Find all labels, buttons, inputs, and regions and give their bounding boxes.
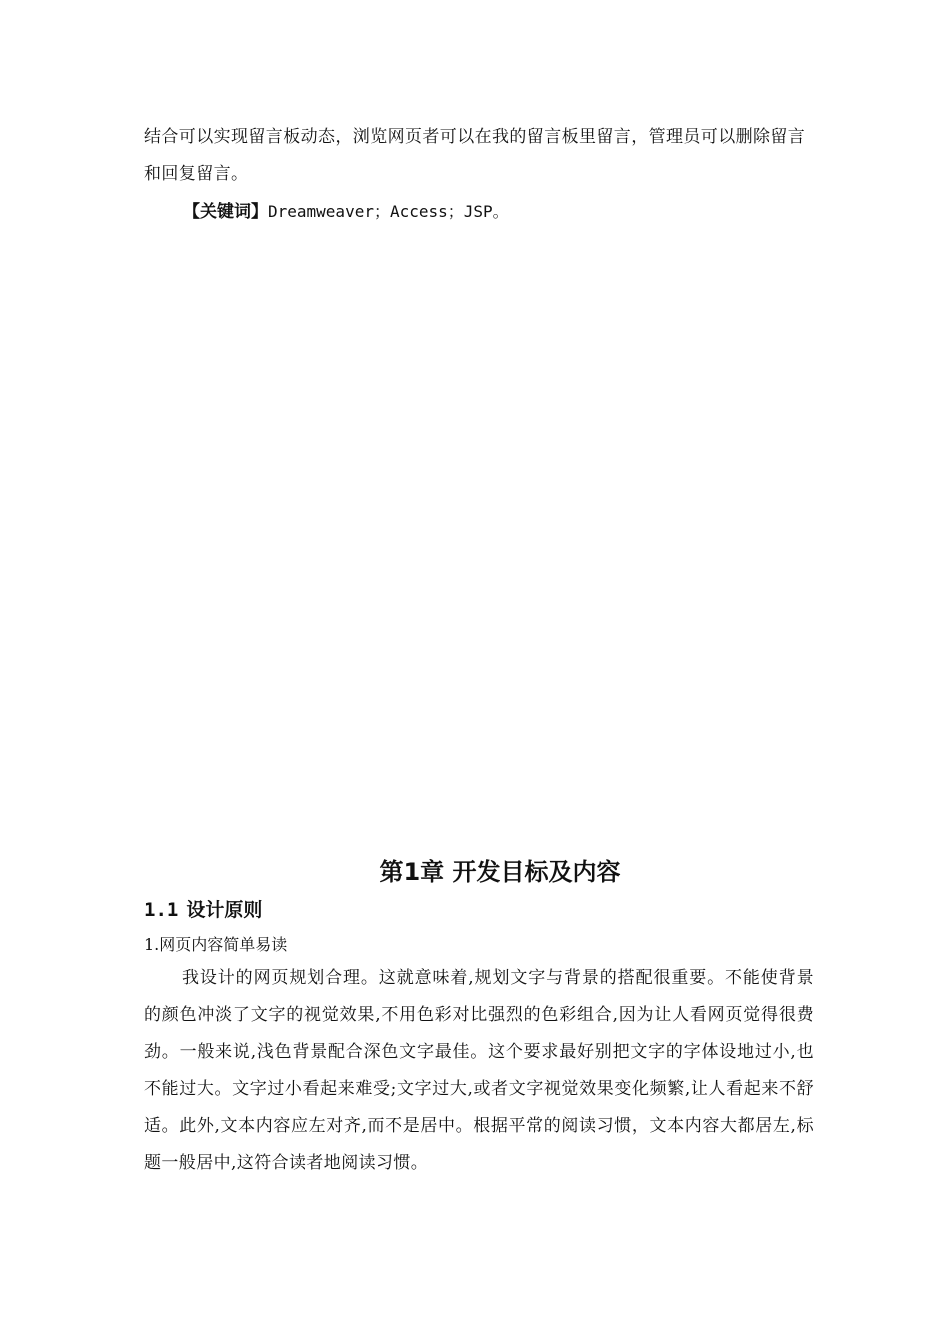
section-title-text: 设计原则	[186, 899, 263, 921]
section-heading	[144, 893, 262, 927]
keywords-label: 【关键词】	[183, 202, 268, 222]
keywords-text: Dreamweaver；Access；JSP。	[268, 202, 509, 221]
chapter-title: 第1章 开发目标及内容	[379, 858, 621, 886]
abstract-continuation-paragraph: 结合可以实现留言板动态，浏览网页者可以在我的留言板里留言，管理员可以删除留言和回复留言。	[144, 127, 806, 184]
section-number: 1.1	[144, 899, 179, 921]
keywords-line	[183, 193, 509, 231]
body-paragraph: 我设计的网页规划合理。这就意味着,规划文字与背景的搭配很重要。不能使背景的颜色冲淡了文字的视觉效果,不用色彩对比强烈的色彩组合,因为让人看网页觉得很费劲。一般来说,浅色背景配合深色文字最佳。这个要求最好别把文字的字体设地过小,也不能过大。文字过小看起来难受;文字过大,或者文字视觉效果变化频繁,让人看起来不舒适。此外,文本内容应左对齐,而不是居中。根据平常的阅读习惯，文本内容大都居左,标题一般居中,这符合读者地阅读习惯。	[144, 968, 814, 1173]
subsection-heading: 1.网页内容简单易读	[144, 935, 288, 954]
